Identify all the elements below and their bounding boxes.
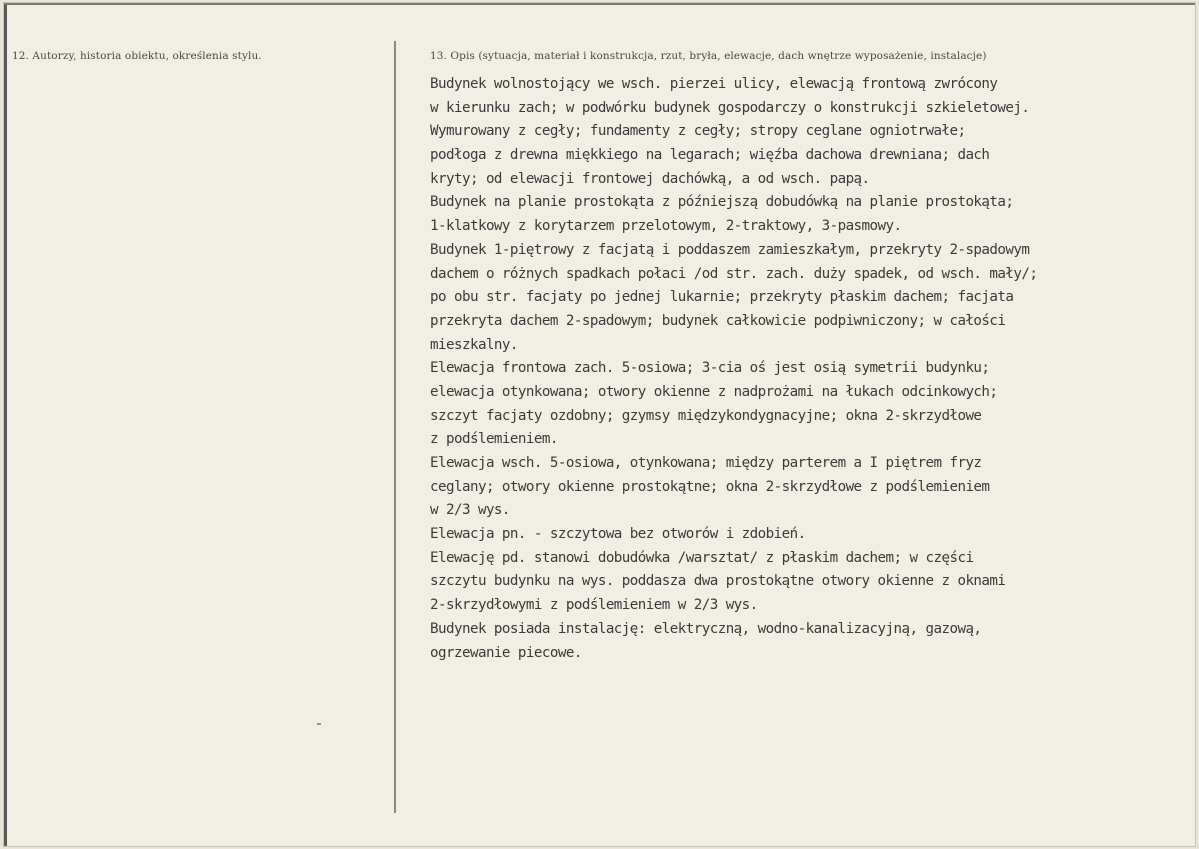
description-line: podłoga z drewna miękkiego na legarach; więźba dachowa drewniana; dach bbox=[430, 147, 990, 164]
description-line: kryty; od elewacji frontowej dachówką, a od wsch. papą. bbox=[430, 170, 870, 187]
description-line: mieszkalny. bbox=[430, 336, 518, 353]
column-divider bbox=[394, 41, 396, 813]
description-line: 1-klatkowy z korytarzem przelotowym, 2-traktowy, 3-pasmowy. bbox=[430, 218, 902, 235]
description-line: w kierunku zach; w podwórku budynek gospodarczy o konstrukcji szkieletowej. bbox=[430, 99, 1030, 116]
description-line: elewacja otynkowana; otwory okienne z nadprożami na łukach odcinkowych; bbox=[430, 383, 998, 400]
description-line: Budynek na planie prostokąta z późniejszą dobudówką na planie prostokąta; bbox=[430, 194, 1014, 211]
description-line: Budynek posiada instalację: elektryczną, wodno-kanalizacyjną, gazową, bbox=[430, 620, 982, 637]
description-line: szczyt facjaty ozdobny; gzymsy międzykondygnacyjne; okna 2-skrzydłowe bbox=[430, 407, 982, 424]
description-line: Elewacja pn. - szczytowa bez otworów i zdobień. bbox=[430, 526, 806, 543]
description-line: po obu str. facjaty po jednej lukarnie; przekryty płaskim dachem; facjata bbox=[430, 289, 1014, 306]
description-line: ceglany; otwory okienne prostokątne; okna 2-skrzydłowe z podślemieniem bbox=[430, 478, 990, 495]
description-line: szczytu budynku na wys. poddasza dwa prostokątne otwory okienne z oknami bbox=[430, 573, 1006, 590]
description-line: z podślemieniem. bbox=[430, 431, 558, 448]
description-line: dachem o różnych spadkach połaci /od str. zach. duży spadek, od wsch. mały/; bbox=[430, 265, 1038, 282]
description-line: przekryta dachem 2-spadowym; budynek całkowicie podpiwniczony; w całości bbox=[430, 312, 1006, 329]
card-edge-left bbox=[4, 3, 7, 846]
description-line: ogrzewanie piecowe. bbox=[430, 644, 582, 661]
card-edge-top bbox=[4, 3, 1195, 5]
field-12-label: 12. Autorzy, historia obiektu, określenia stylu. bbox=[12, 50, 262, 62]
description-line: Budynek 1-piętrowy z facjatą i poddaszem zamieszkałym, przekryty 2-spadowym bbox=[430, 241, 1030, 258]
document-card bbox=[3, 2, 1196, 847]
description-line: Elewację pd. stanowi dobudówka /warsztat/ z płaskim dachem; w części bbox=[430, 549, 974, 566]
description-line: Wymurowany z cegły; fundamenty z cegły; stropy ceglane ogniotrwałe; bbox=[430, 123, 966, 140]
description-line: Elewacja wsch. 5-osiowa, otynkowana; między parterem a I piętrem fryz bbox=[430, 455, 982, 471]
description-line: Budynek wolnostojący we wsch. pierzei ulicy, elewacją frontową zwrócony bbox=[430, 76, 998, 92]
paper-speck bbox=[317, 723, 321, 725]
description-line: Elewacja frontowa zach. 5-osiowa; 3-cia oś jest osią symetrii budynku; bbox=[430, 360, 990, 377]
description-text bbox=[430, 73, 1190, 665]
description-line: 2-skrzydłowymi z podślemieniem w 2/3 wys. bbox=[430, 597, 758, 614]
description-line: w 2/3 wys. bbox=[430, 502, 510, 519]
field-13-label: 13. Opis (sytuacja, materiał i konstrukcja, rzut, bryła, elewacje, dach wnętrze wyposażenie, instalacje) bbox=[430, 50, 987, 62]
